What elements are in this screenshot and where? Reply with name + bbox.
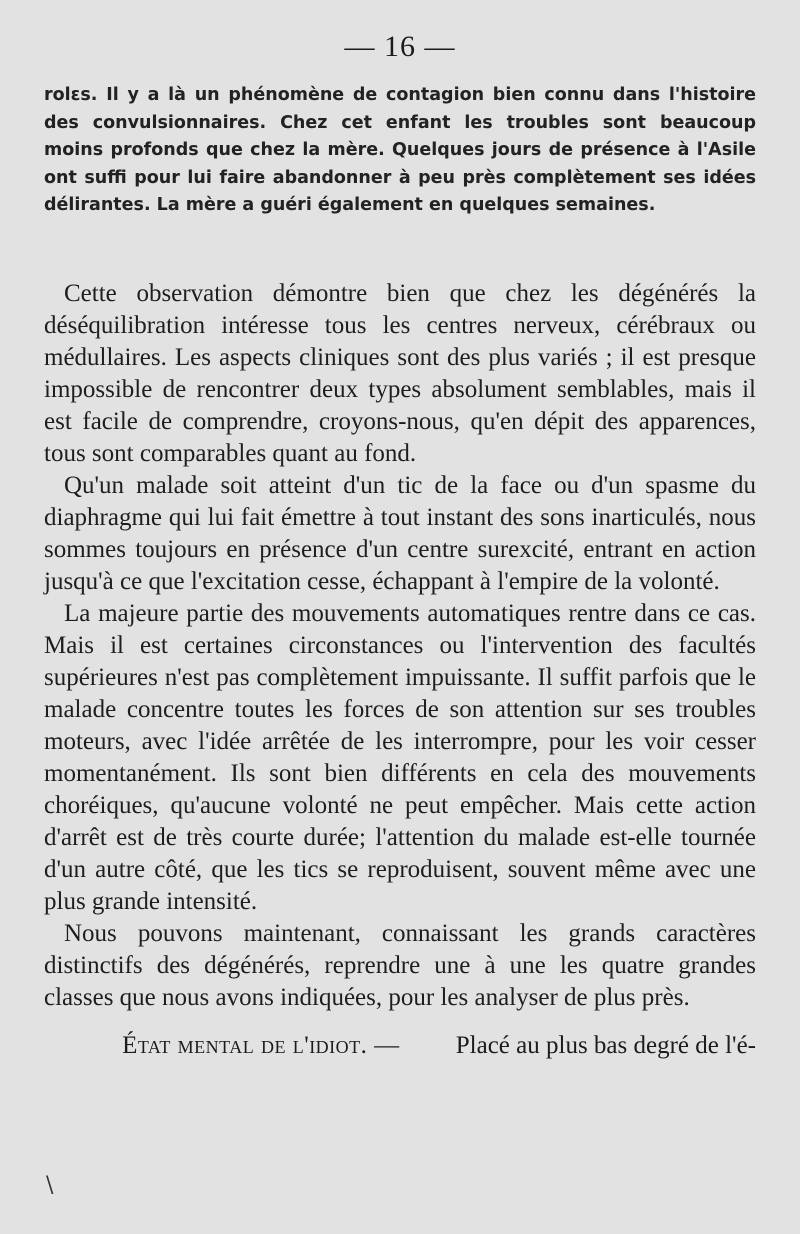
paragraph: Cette observation démontre bien que chez les dégénérés la déséquilibration intéresse tous les centres nerveux, cérébraux ou médullaires. Les aspects cliniques sont des plus variés ; il est presque impossible de rencontrer deux types absolument semblables, mais il est facile de comprendre, croyons-nous, qu'en dépit des apparences, tous sont comparables quant au fond. — [44, 279, 756, 467]
section-start — [44, 1030, 756, 1062]
section-heading: État mental de l'idiot. — — [122, 1031, 400, 1059]
main-text — [44, 278, 756, 1014]
page-number: — 16 — — [344, 30, 456, 63]
paragraph: Qu'un malade soit atteint d'un tic de la face ou d'un spasme du diaphragme qui lui fait émettre à tout instant des sons inarticulés, nous sommes toujours en présence d'un centre surexcité, entrant en action jusqu'à ce que l'excitation cesse, échappant à l'empire de la volonté. — [44, 471, 756, 595]
paragraph: La majeure partie des mouvements automatiques rentre dans ce cas. Mais il est certaines circonstances ou l'intervention des facultés supérieures n'est pas complètement impuissante. Il suffit parfois que le malade concentre toutes les forces de son attention sur ses troubles moteurs, avec l'idée arrêtée de les interrompre, pour les voir cesser momentanément. Ils sont bien différents en cela des mouvements choréiques, qu'aucune volonté ne peut empêcher. Mais cette action d'arrêt est de très courte durée; l'attention du malade est-elle tournée d'un autre côté, que les tics se reproduisent, souvent même avec une plus grande intensité. — [44, 599, 756, 915]
footnote-text: rolɛs. Il y a là un phénomène de contagion bien connu dans l'histoire des convulsionnaires. Chez cet enfant les troubles sont beaucoup moins profonds que chez la mère. Quelques jours de présence à l'Asile ont suffi pour lui faire abandonner à peu près complètement ses idées délirantes. La mère a guéri également en quelques semaines. — [44, 85, 756, 215]
paragraph: Nous pouvons maintenant, connaissant les grands caractères distinctifs des dégénérés, reprendre une à une les quatre grandes classes que nous avons indiquées, pour les analyser de plus près. — [44, 919, 756, 1011]
section-text: Placé au plus bas degré de l'é- — [455, 1031, 756, 1059]
margin-mark-icon: \ — [46, 1173, 54, 1198]
